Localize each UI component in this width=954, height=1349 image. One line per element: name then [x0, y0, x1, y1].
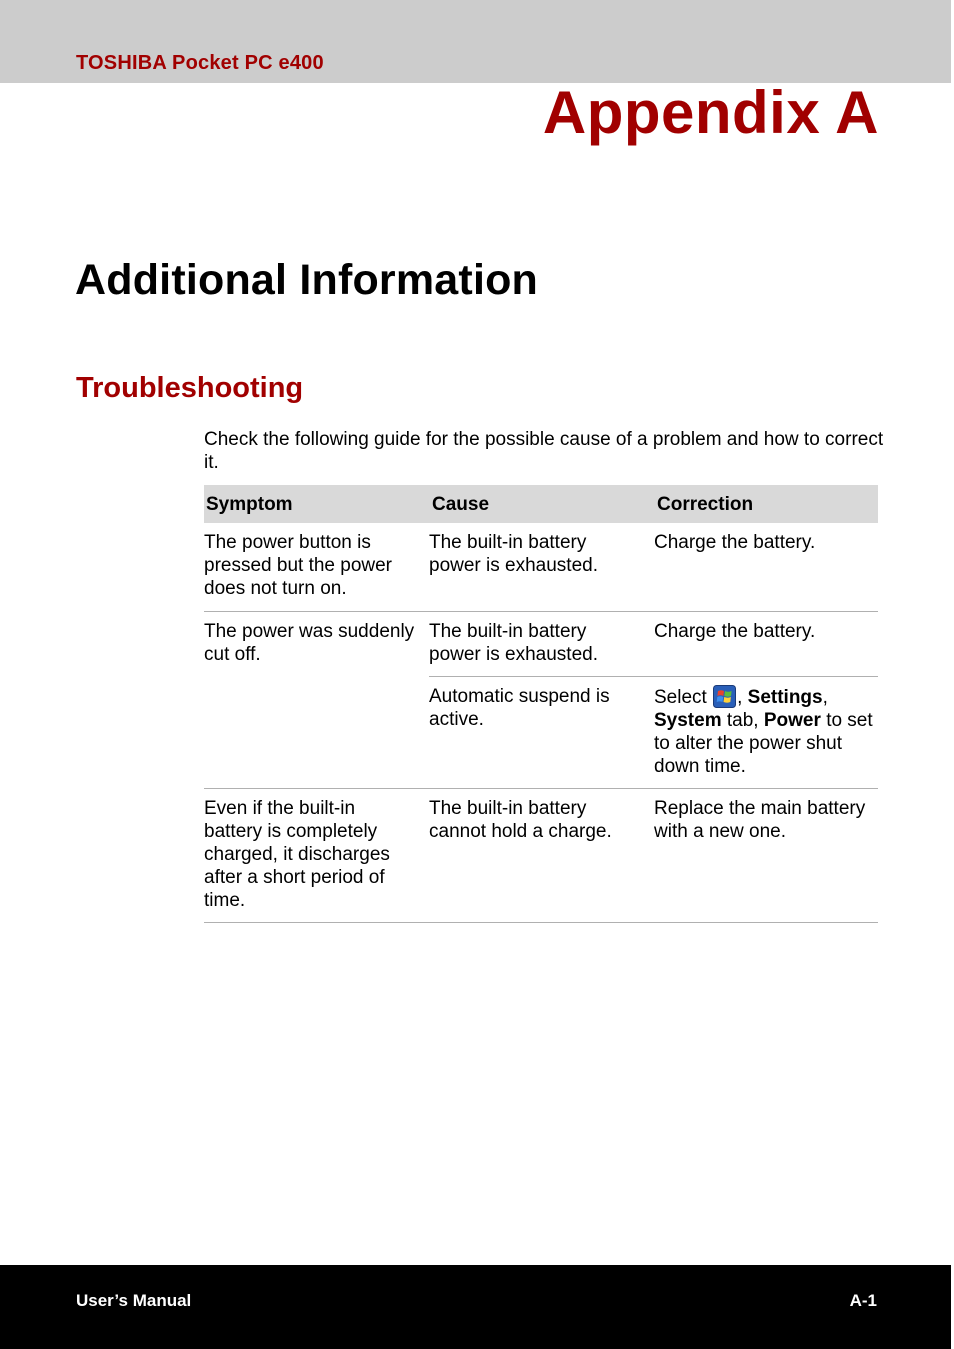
- correction-cell: Charge the battery.: [654, 523, 878, 612]
- system-term: System: [654, 710, 722, 731]
- select-text: Select: [654, 687, 707, 708]
- symptom-cell: Even if the built-in battery is completely charged, it discharges after a short period of time.: [204, 789, 429, 923]
- table-row: [204, 612, 878, 677]
- comma: ,: [822, 687, 828, 708]
- cause-cell: Automatic suspend is active.: [429, 677, 654, 789]
- chapter-title: Additional Information: [75, 256, 539, 304]
- correction-cell: Charge the battery.: [654, 612, 878, 677]
- section-title: Troubleshooting: [76, 372, 304, 404]
- column-header-symptom: Symptom: [204, 485, 429, 523]
- symptom-cell: The power was suddenly cut off.: [204, 612, 429, 789]
- windows-start-icon: [713, 685, 736, 708]
- product-name: TOSHIBA Pocket PC e400: [76, 52, 324, 74]
- intro-paragraph: Check the following guide for the possible cause of a problem and how to correct it.: [204, 429, 884, 473]
- power-term: Power: [763, 710, 821, 731]
- correction-rest: to set to alter the power shut down time.: [654, 710, 873, 777]
- column-header-correction: Correction: [654, 485, 878, 523]
- cause-cell: The built-in battery cannot hold a charge.: [429, 789, 654, 923]
- appendix-title: Appendix A: [542, 79, 879, 146]
- footer-manual-title: User’s Manual: [76, 1291, 192, 1310]
- page-number: A-1: [849, 1291, 877, 1310]
- troubleshooting-table: [204, 485, 878, 923]
- correction-cell: Replace the main battery with a new one.: [654, 789, 878, 923]
- comma: ,: [737, 687, 743, 708]
- cause-cell: The built-in battery power is exhausted.: [429, 523, 654, 612]
- table-row: [204, 789, 878, 923]
- settings-term: Settings: [747, 687, 823, 708]
- table-header-row: [204, 485, 878, 523]
- table-row: [204, 523, 878, 612]
- symptom-cell: The power button is pressed but the power does not turn on.: [204, 523, 429, 612]
- correction-cell: [654, 677, 878, 789]
- cause-cell: The built-in battery power is exhausted.: [429, 612, 654, 677]
- column-header-cause: Cause: [429, 485, 654, 523]
- tab-text: tab,: [726, 710, 759, 731]
